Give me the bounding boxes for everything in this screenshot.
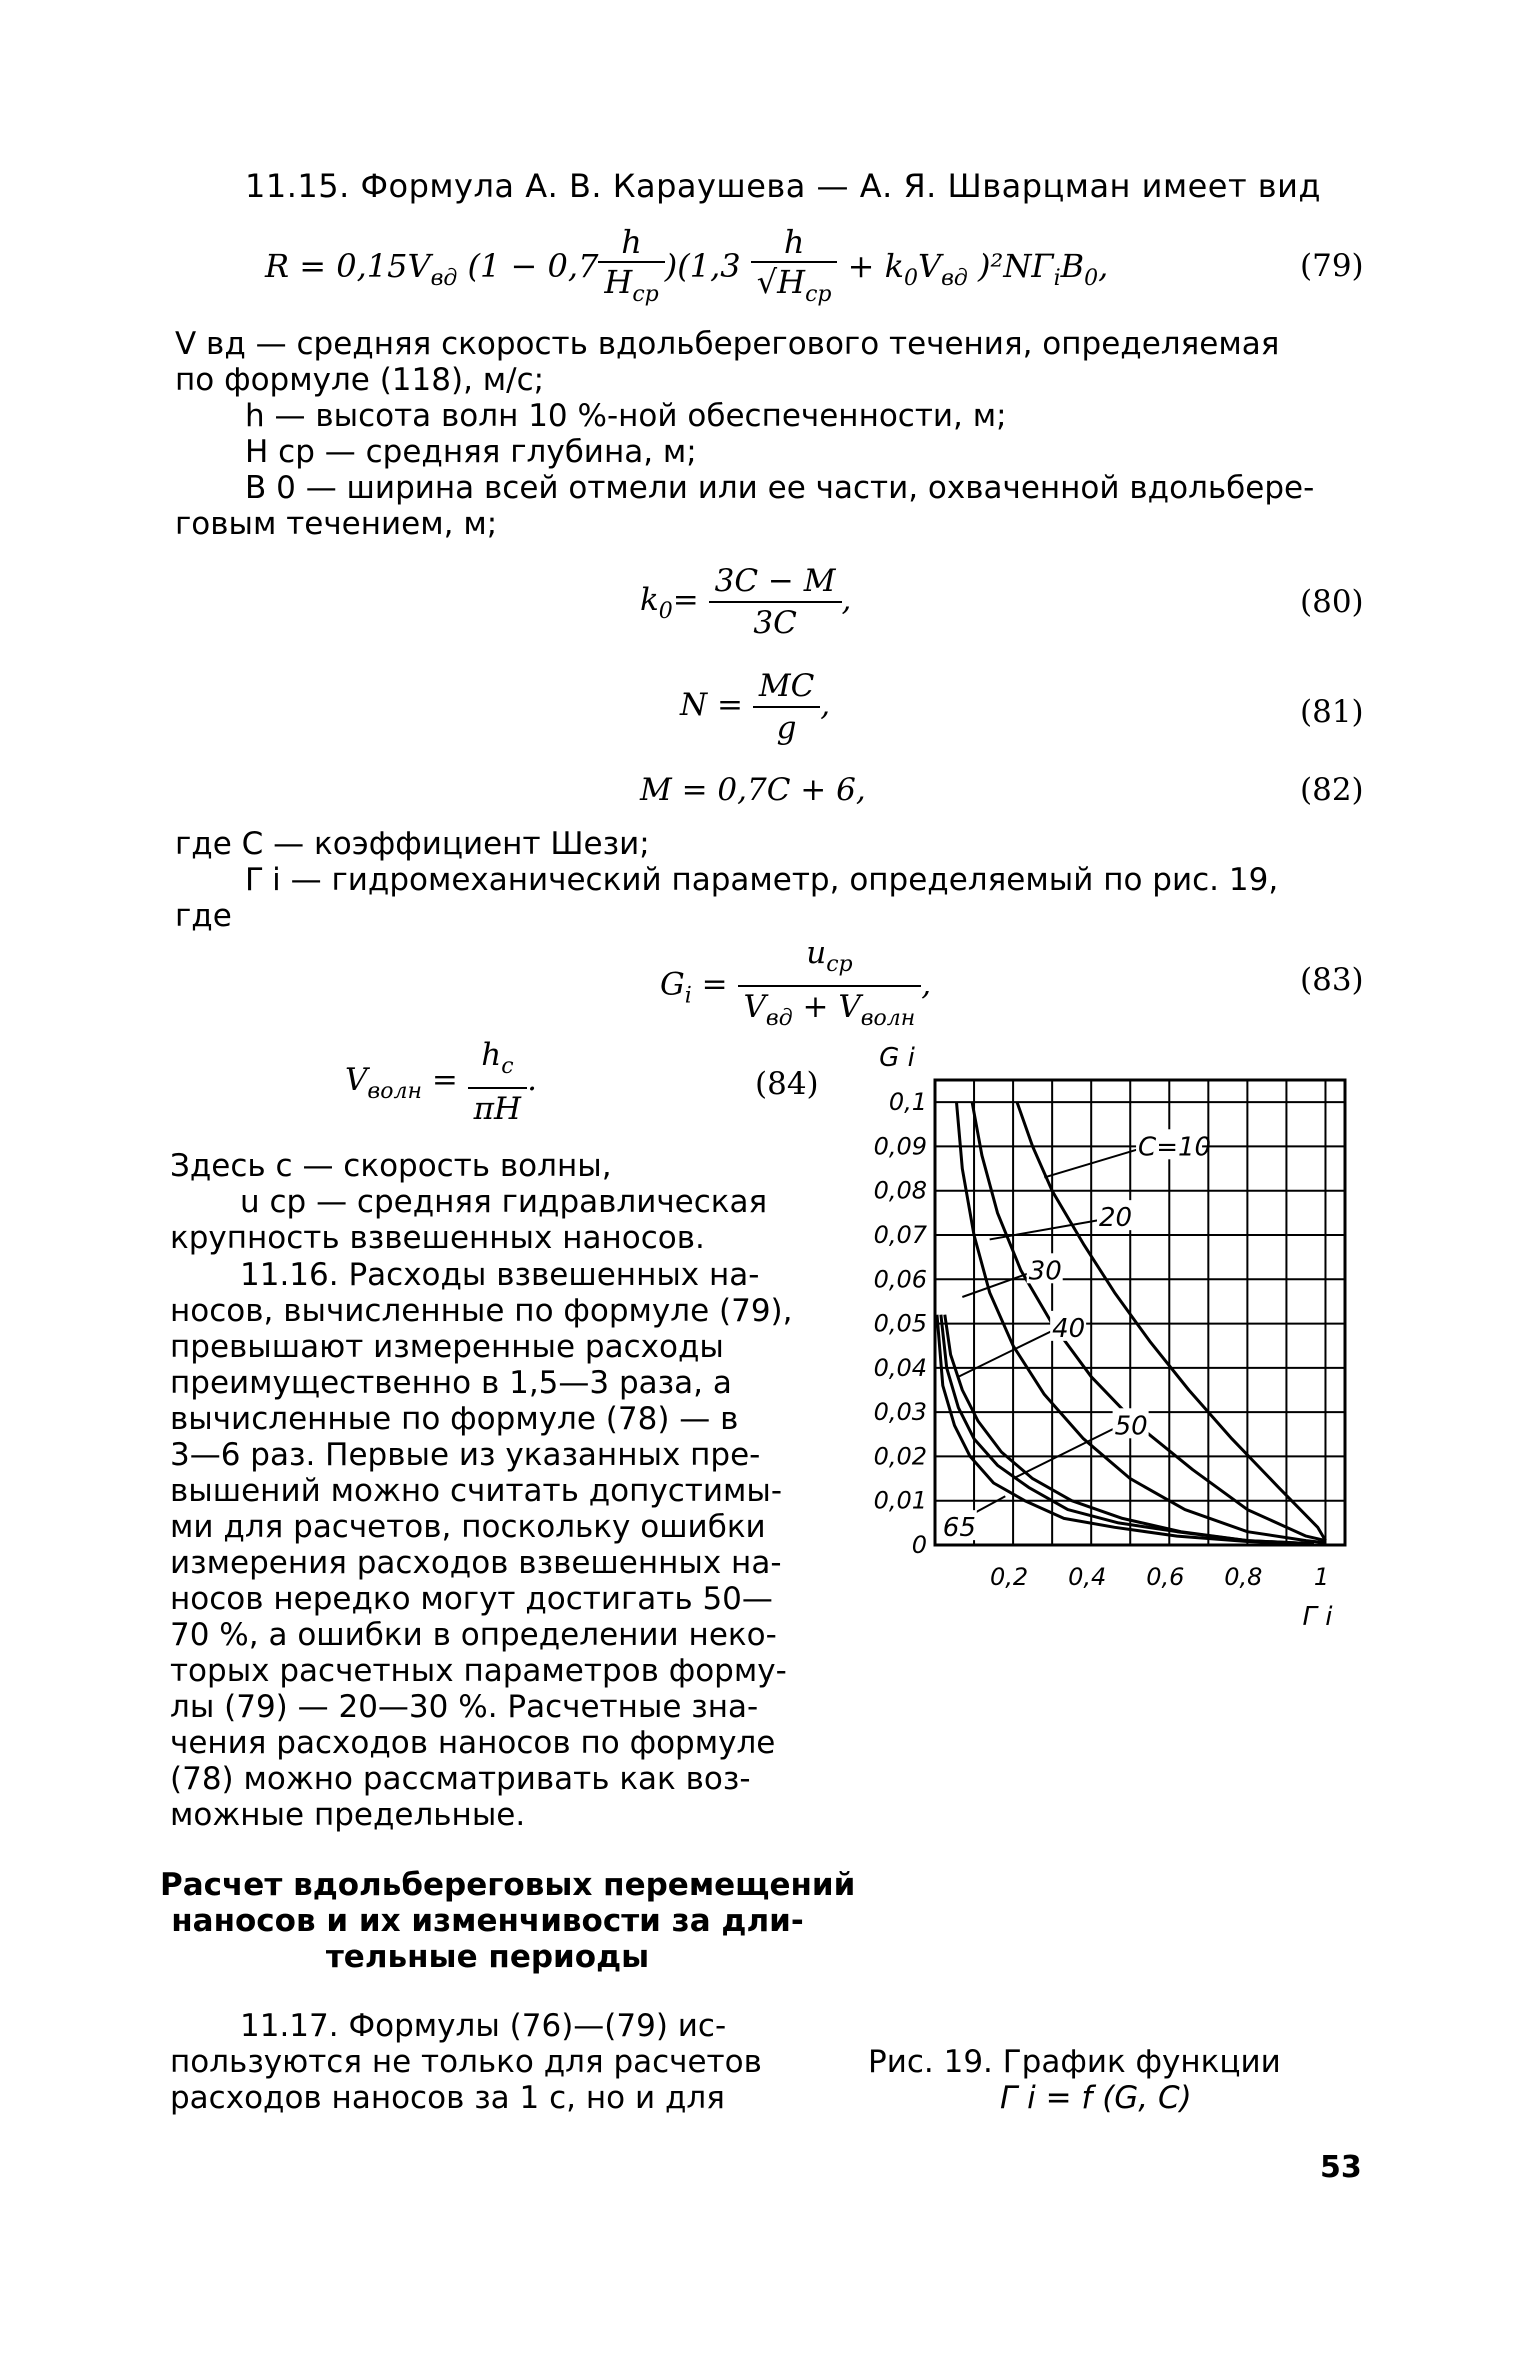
left-column-line: вычисленные по формуле (78) — в: [170, 1401, 739, 1437]
left-column-line: 3—6 раз. Первые из указанных пре-: [170, 1437, 761, 1473]
x-tick-label: 0,6: [1146, 1563, 1185, 1591]
left-column-line: можные предельные.: [170, 1797, 526, 1833]
left-column-line: вышений можно считать допустимы-: [170, 1473, 783, 1509]
annotation-label: 40: [1052, 1313, 1086, 1344]
section-heading: наносов и их изменчивости за дли-: [171, 1903, 804, 1939]
formula-84: $V_{волн}$ = $\frac{h_c}{\pi H}$ .: [345, 1036, 537, 1127]
left-column-line: лы (79) — 20—30 %. Расчетные зна-: [170, 1689, 759, 1725]
formula-79-number: (79): [1300, 248, 1364, 284]
left-column-line: носов нередко могут достигать 50—: [170, 1581, 773, 1617]
x-axis-label: Γ i: [1302, 1602, 1333, 1632]
def-line: V вд — средняя скорость вдольберегового течения, определяемая: [175, 326, 1280, 362]
left-column-line: (78) можно рассматривать как воз-: [170, 1761, 751, 1797]
figure-19-chart: [860, 1040, 1360, 1630]
section-heading: Расчет вдольбереговых перемещений: [160, 1867, 856, 1903]
left-column-line: 11.16. Расходы взвешенных на-: [240, 1257, 760, 1293]
figure-caption: Рис. 19. График функции: [868, 2044, 1281, 2080]
y-tick-label: 0,08: [873, 1176, 927, 1205]
left-column-line: ми для расчетов, поскольку ошибки: [170, 1509, 766, 1545]
annotation-label: 30: [1028, 1256, 1062, 1287]
formula-83: $G_i$ = $\frac{u_{ср}}{V_{вд} + V_{волн}}$ ,: [660, 935, 931, 1025]
y-tick-label: 0,03: [873, 1398, 927, 1427]
formula-81-number: (81): [1300, 694, 1364, 730]
section-heading: тельные периоды: [325, 1939, 650, 1975]
where-line: где C — коэффициент Шези;: [175, 826, 650, 862]
y-tick-label: 0,02: [873, 1442, 927, 1471]
left-column-line: крупность взвешенных наносов.: [170, 1220, 705, 1256]
left-column-line: чения расходов наносов по формуле: [170, 1725, 776, 1761]
formula-80: $k_0=$ $\frac{3C - M}{3C}$ ,: [640, 562, 852, 641]
def-line: B 0 — ширина всей отмели или ее части, охваченной вдольбере-: [245, 470, 1315, 506]
x-tick-label: 0,8: [1224, 1563, 1263, 1591]
x-tick-label: 1: [1313, 1563, 1330, 1591]
annotation-leader: [958, 1331, 1052, 1377]
formula-82: M = 0,7C + 6,: [640, 772, 866, 808]
x-tick-label: 0,2: [990, 1563, 1029, 1591]
y-tick-label: 0: [911, 1531, 927, 1559]
left-column-line: u ср — средняя гидравлическая: [240, 1184, 768, 1220]
left-column-line: превышают измеренные расходы: [170, 1329, 724, 1365]
formula-82-number: (82): [1300, 772, 1364, 808]
formula-83-number: (83): [1300, 962, 1364, 998]
y-tick-label: 0,04: [873, 1353, 927, 1382]
section-11-15-intro: 11.15. Формула А. В. Караушева — А. Я. Шварцман имеет вид: [245, 167, 1322, 205]
y-tick-label: 0,05: [873, 1309, 927, 1338]
section-11-17-line: 11.17. Формулы (76)—(79) ис-: [240, 2008, 727, 2044]
formula-84-number: (84): [755, 1066, 819, 1102]
left-column-line: 70 %, а ошибки в определении неко-: [170, 1617, 777, 1653]
annotation-leader: [962, 1273, 1028, 1297]
left-column-line: торых расчетных параметров форму-: [170, 1653, 787, 1689]
y-tick-label: 0,09: [873, 1132, 927, 1161]
annotation-label: 20: [1099, 1203, 1133, 1234]
def-line: H ср — средняя глубина, м;: [245, 434, 697, 470]
page-number: 53: [1320, 2150, 1362, 2185]
def-line: по формуле (118), м/с;: [175, 362, 545, 398]
y-axis-label: G i: [879, 1043, 915, 1073]
formula-80-number: (80): [1300, 584, 1364, 620]
y-tick-label: 0,01: [873, 1486, 927, 1515]
left-column-line: Здесь c — скорость волны,: [170, 1148, 612, 1184]
section-11-17-line: расходов наносов за 1 с, но и для: [170, 2080, 725, 2116]
annotation-leader: [990, 1220, 1099, 1239]
section-11-17-line: пользуются не только для расчетов: [170, 2044, 762, 2080]
formula-79: $R = 0,15V_{вд}$ (1 − 0,7 $\frac{h}{H_{ср}}$ )(1,3 $\frac{h}{√H_{ср}}$ + $k_0V_{вд}$ )$^2N\Gamma_iB_0$,: [265, 218, 1108, 314]
left-column-line: носов, вычисленные по формуле (79),: [170, 1293, 793, 1329]
curve-20: [972, 1102, 1325, 1541]
left-column-line: измерения расходов взвешенных на-: [170, 1545, 782, 1581]
left-column-line: преимущественно в 1,5—3 раза, а: [170, 1365, 732, 1401]
y-tick-label: 0,07: [873, 1221, 927, 1249]
where-line: где: [175, 898, 232, 934]
where-line: Γ i — гидромеханический параметр, определяемый по рис. 19,: [245, 862, 1279, 898]
annotation-label: 50: [1114, 1411, 1148, 1442]
annotation-label: C=10: [1138, 1132, 1212, 1163]
y-tick-label: 0,06: [873, 1265, 927, 1294]
annotation-label: 65: [942, 1513, 976, 1544]
x-tick-label: 0,4: [1068, 1563, 1107, 1591]
def-line: h — высота волн 10 %-ной обеспеченности, м;: [245, 398, 1007, 434]
formula-81: N = $\frac{MC}{g}$ ,: [680, 667, 831, 746]
def-line: говым течением, м;: [175, 506, 498, 542]
y-tick-label: 0,1: [888, 1088, 927, 1117]
figure-caption-formula: Γ i = f (G, C): [1000, 2080, 1192, 2116]
